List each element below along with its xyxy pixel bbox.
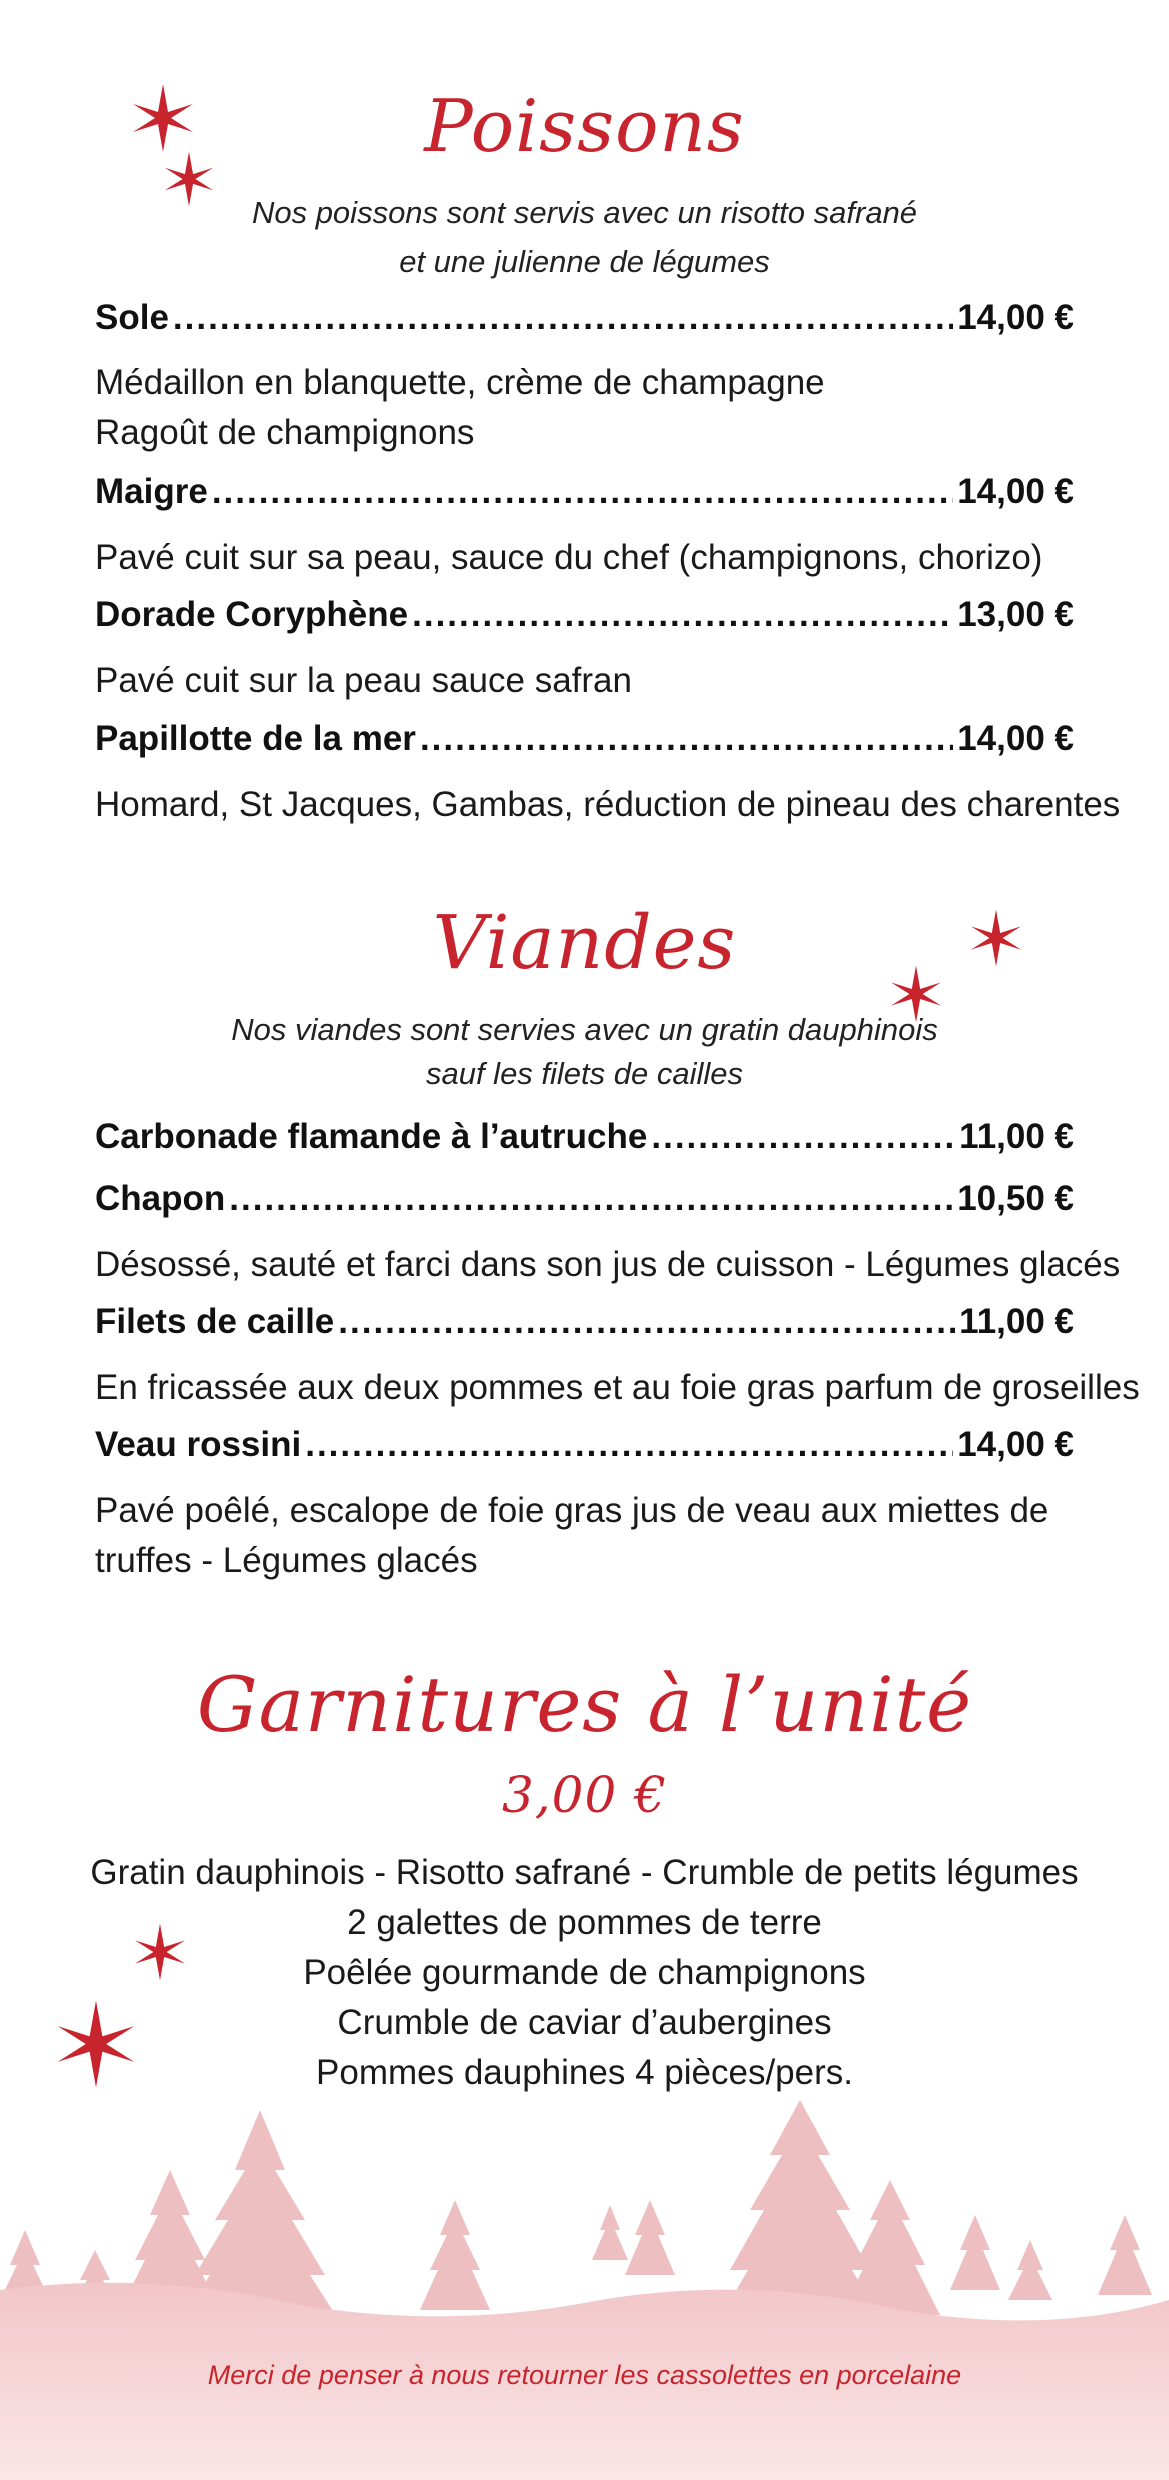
garniture-line: Pommes dauphines 4 pièces/pers. [316,2053,853,2092]
dot-leader [338,1302,955,1342]
subtitle-line: et une julienne de légumes [399,244,770,279]
menu-item-filets-caille [95,1302,1074,1342]
item-name: Papillotte de la mer [95,719,416,758]
description-line: Ragoût de champignons [95,413,475,452]
garniture-line: Gratin dauphinois - Risotto safrané - Crumble de petits légumes [90,1853,1079,1892]
dot-leader [229,1179,953,1219]
garnitures-price: 3,00 € [501,1766,668,1824]
footer-note: Merci de penser à nous retourner les cassolettes en porcelaine [207,2360,962,2390]
item-name: Filets de caille [95,1302,335,1341]
section-title-viandes: Viandes [432,900,737,986]
description-line: En fricassée aux deux pommes et au foie gras parfum de groseilles [95,1368,1140,1407]
item-price: 14,00 € [957,298,1074,337]
garniture-line: Crumble de caviar d’aubergines [337,2003,832,2042]
subtitle-line: Nos poissons sont servis avec un risotto safrané [251,195,918,230]
description-line: Pavé cuit sur sa peau, sauce du chef (champignons, chorizo) [95,538,1043,577]
description-line: Pavé cuit sur la peau sauce safran [95,661,632,700]
item-price: 10,50 € [957,1179,1074,1218]
item-name: Chapon [95,1179,226,1218]
item-price: 11,00 € [959,1117,1074,1156]
item-price: 11,00 € [959,1302,1074,1341]
garniture-line: 2 galettes de pommes de terre [347,1903,822,1942]
dot-leader [412,595,953,635]
description-line: Médaillon en blanquette, crème de champagne [95,363,825,402]
description-line: Désossé, sauté et farci dans son jus de cuisson - Légumes glacés [95,1245,1121,1284]
item-name: Dorade Coryphène [95,595,409,634]
item-name: Maigre [95,472,208,511]
subtitle-line: Nos viandes sont servies avec un gratin dauphinois [231,1012,938,1047]
description-line: Homard, St Jacques, Gambas, réduction de pineau des charentes [95,785,1121,824]
menu-item-chapon [95,1179,1074,1219]
description-line: truffes - Légumes glacés [95,1541,478,1580]
item-description [95,780,1121,830]
menu-item-sole [95,298,1074,338]
dot-leader [305,1425,953,1465]
item-description [95,1486,1095,1586]
section-subtitle-viandes [0,1008,1169,1096]
pine-trees-illustration [0,2100,1169,2480]
item-description [95,533,1095,583]
garnitures-list [0,1848,1169,2098]
menu-item-carbonade [95,1117,1074,1157]
section-subtitle-poissons [0,188,1169,286]
item-price: 13,00 € [957,595,1074,634]
item-name: Sole [95,298,169,337]
item-price: 14,00 € [957,472,1074,511]
menu-item-papillotte [95,719,1074,759]
item-description [95,358,1095,458]
item-price: 14,00 € [957,719,1074,758]
dot-leader [173,298,953,338]
menu-item-dorade [95,595,1074,635]
menu-item-veau-rossini [95,1425,1074,1465]
garniture-line: Poêlée gourmande de champignons [303,1953,866,1992]
dot-leader [212,472,953,512]
item-description [95,1363,1140,1413]
item-price: 14,00 € [957,1425,1074,1464]
dot-leader [651,1117,955,1157]
dot-leader [420,719,953,759]
section-title-garnitures: Garnitures à l’unité [196,1660,973,1749]
item-description [95,1240,1121,1290]
menu-item-maigre [95,472,1074,512]
item-description [95,656,1095,706]
item-name: Carbonade flamande à l’autruche [95,1117,648,1156]
description-line: Pavé poêlé, escalope de foie gras jus de veau aux miettes de [95,1491,1049,1530]
section-title-poissons: Poissons [424,84,745,168]
item-name: Veau rossini [95,1425,302,1464]
subtitle-line: sauf les filets de cailles [425,1056,744,1091]
